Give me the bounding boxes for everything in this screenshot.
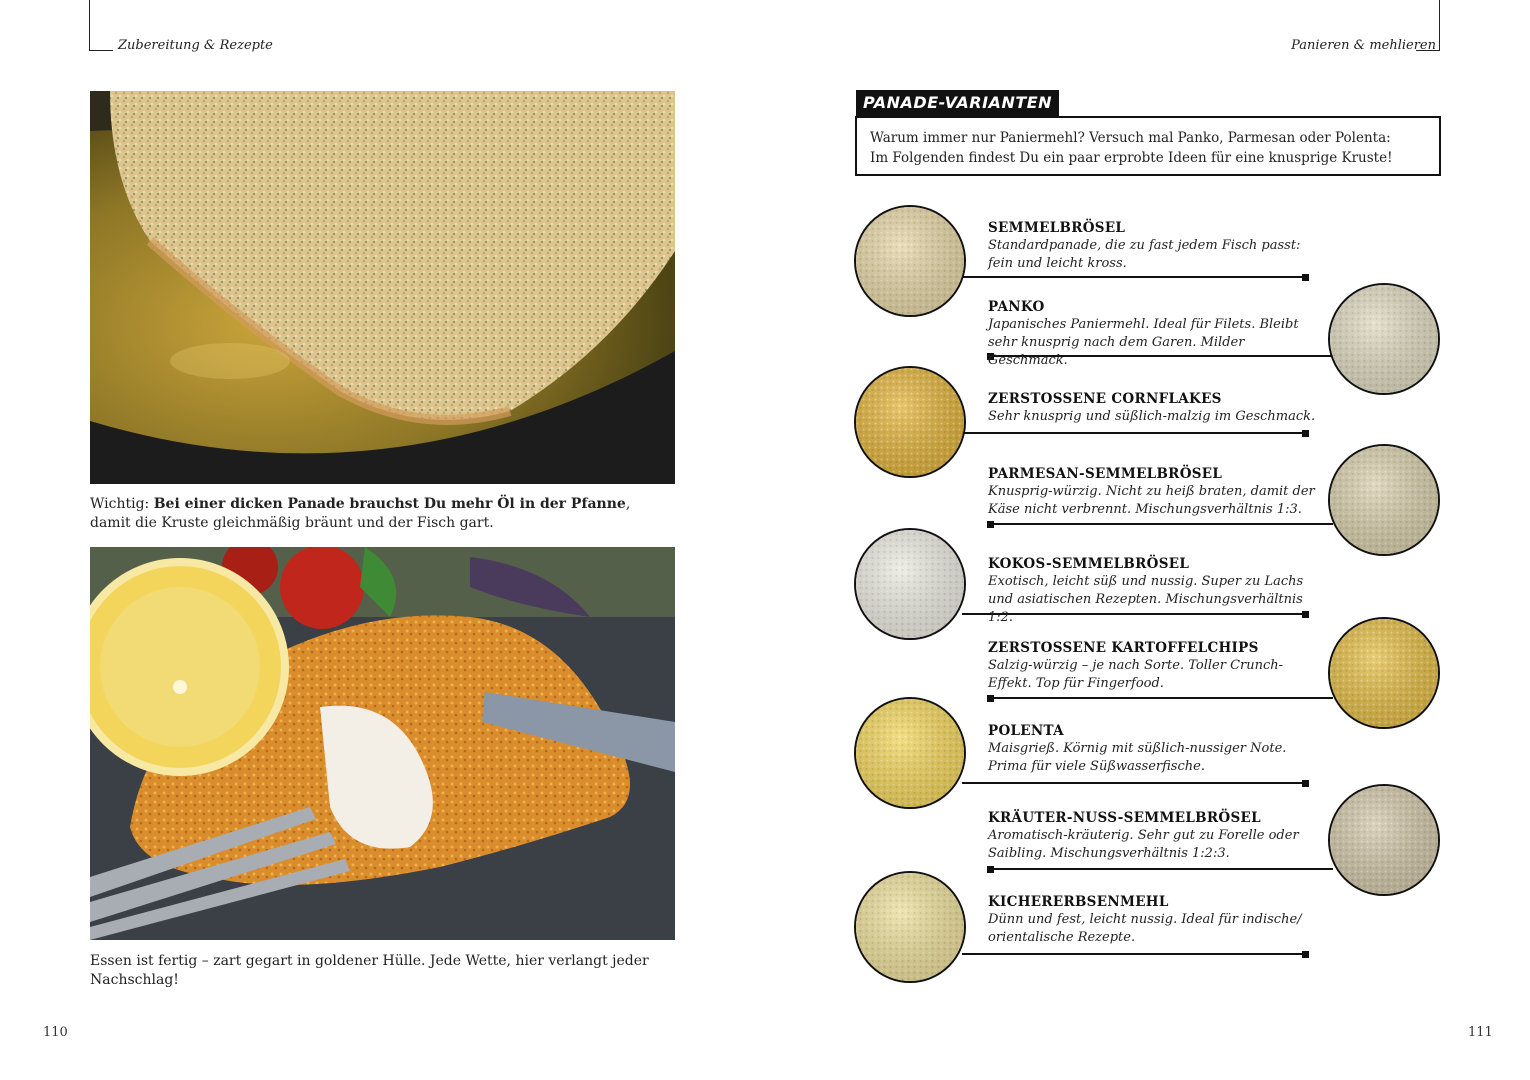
variant-texture-circle — [854, 697, 966, 809]
variant-description: Dünn und fest, leicht nussig. Ideal für indische/ orientalische Rezepte. — [988, 912, 1302, 945]
running-header-right: Panieren & mehlieren — [1291, 38, 1436, 53]
section-title: PANADE-VARIANTEN — [856, 90, 1059, 116]
page-number-right: 111 — [1468, 1025, 1493, 1040]
caption-oil-tip-bold: Bei einer dicken Panade brauchst Du mehr Öl in der Pfanne — [153, 496, 626, 512]
variant-rule-endpoint — [987, 521, 994, 528]
page-number-left: 110 — [43, 1025, 68, 1040]
variant-texture-circle — [1328, 283, 1440, 395]
variant-texture-circle — [854, 366, 966, 478]
variant-rule-endpoint — [1302, 430, 1309, 437]
variant-rule-endpoint — [1302, 780, 1309, 787]
variant-description: Knusprig-würzig. Nicht zu heiß braten, damit der Käse nicht verbrennt. Mischungsverhältnis 1:3. — [988, 484, 1315, 517]
intro-box — [855, 116, 1441, 176]
running-header-left: Zubereitung & Rezepte — [118, 38, 273, 53]
variant-rule-line — [988, 868, 1333, 870]
caption-oil-tip-prefix: Wichtig: — [90, 496, 154, 512]
variant-description: Sehr knusprig und süßlich-malzig im Geschmack. — [988, 409, 1316, 424]
variant-description: Aromatisch-kräuterig. Sehr gut zu Forelle oder Saibling. Mischungsverhältnis 1:2:3. — [988, 828, 1299, 861]
variant-title: ZERSTOSSENE CORNFLAKES — [988, 391, 1222, 407]
variant-description: Standardpanade, die zu fast jedem Fisch passt: fein und leicht kross. — [988, 238, 1301, 271]
caption-food-ready: Essen ist fertig – zart gegart in goldener Hülle. Jede Wette, hier verlangt jeder Nachschlag! — [90, 953, 649, 988]
variant-texture-circle — [1328, 444, 1440, 556]
variant-rule-endpoint — [1302, 951, 1309, 958]
variant-description: Maisgrieß. Körnig mit süßlich-nussiger Note. Prima für viele Süßwasserfische. — [988, 741, 1287, 774]
variant-title: KICHERERBSENMEHL — [988, 894, 1169, 910]
variant-title: KOKOS-SEMMELBRÖSEL — [988, 556, 1190, 572]
variant-title: SEMMELBRÖSEL — [988, 220, 1126, 236]
caption-oil-tip — [90, 495, 675, 533]
photo-plated-fish-with-lemon — [90, 547, 675, 940]
variant-description: Exotisch, leicht süß und nussig. Super zu Lachs und asiatischen Rezepten. Mischungsverhältnis 1:2. — [988, 574, 1304, 625]
variant-description: Japanisches Paniermehl. Ideal für Filets. Bleibt sehr knusprig nach dem Garen. Milder Geschmack. — [988, 317, 1299, 368]
variant-texture-circle — [854, 205, 966, 317]
frame-line-left-vertical — [89, 0, 90, 51]
variant-texture-circle — [1328, 617, 1440, 729]
variant-rule-line — [988, 523, 1333, 525]
variant-title: KRÄUTER-NUSS-SEMMELBRÖSEL — [988, 810, 1261, 826]
variant-title: ZERSTOSSENE KARTOFFELCHIPS — [988, 640, 1259, 656]
variant-texture-circle — [854, 528, 966, 640]
variant-texture-circle — [854, 871, 966, 983]
photo-breaded-fish-in-pan — [90, 91, 675, 484]
variant-rule-line — [962, 953, 1306, 955]
intro-line-1: Warum immer nur Paniermehl? Versuch mal Panko, Parmesan oder Polenta: — [870, 130, 1391, 146]
frame-line-right-vertical — [1439, 0, 1440, 51]
intro-line-2: Im Folgenden findest Du ein paar erprobte Ideen für eine knusprige Kruste! — [870, 150, 1393, 166]
variant-rule-endpoint — [1302, 274, 1309, 281]
frame-line-left-horizontal — [89, 50, 113, 51]
variant-rule-endpoint — [987, 695, 994, 702]
variant-rule-endpoint — [987, 866, 994, 873]
variant-rule-line — [988, 697, 1333, 699]
variant-rule-line — [962, 782, 1306, 784]
variant-title: PARMESAN-SEMMELBRÖSEL — [988, 466, 1223, 482]
variant-rule-line — [962, 432, 1306, 434]
variant-title: PANKO — [988, 299, 1045, 315]
variant-texture-circle — [1328, 784, 1440, 896]
variant-description: Salzig-würzig – je nach Sorte. Toller Crunch-Effekt. Top für Fingerfood. — [988, 658, 1284, 691]
caption-oil-tip-suffix: , damit die Kruste gleichmäßig bräunt und der Fisch gart. — [90, 496, 631, 531]
variant-title: POLENTA — [988, 723, 1064, 739]
variant-rule-line — [962, 276, 1306, 278]
